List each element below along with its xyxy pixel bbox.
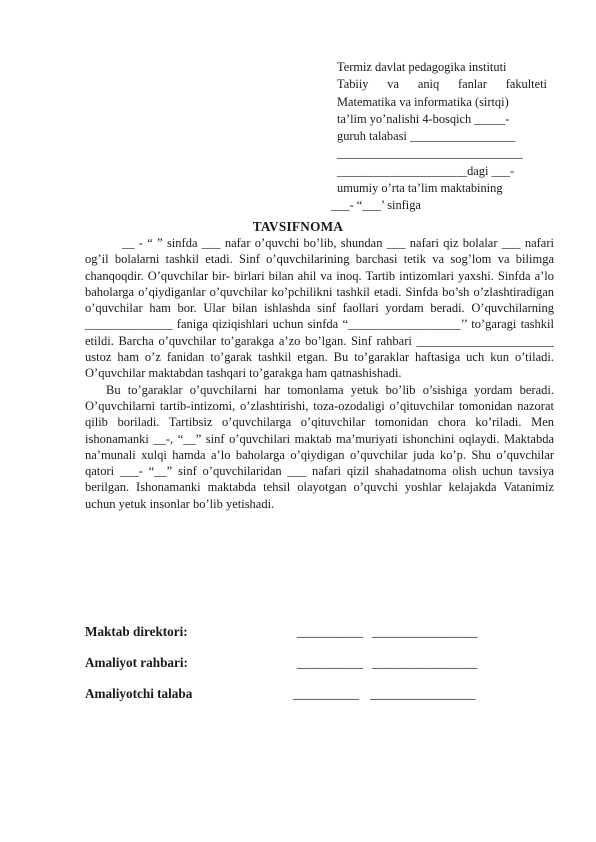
header-line: ta’lim yo’nalishi 4-bosqich _____- bbox=[337, 111, 510, 126]
signature-label: Amaliyotchi talaba bbox=[85, 686, 193, 701]
signature-label: Maktab direktori: bbox=[85, 624, 188, 639]
addressee-block bbox=[331, 59, 547, 215]
signature-line: __________ bbox=[297, 624, 363, 639]
header-line: ______________________________ bbox=[337, 146, 523, 161]
name-line: ________________ bbox=[372, 624, 478, 639]
document-body bbox=[85, 235, 554, 512]
body-paragraph: __ - “ ” sinfda ___ nafar o’quvchi bo’lib, shundan ___ nafari qiz bolalar ___ nafari og’il bolalarni tashkil etadi. Sinf o’quvchilarining barchasi tetik va sog’lom va bilimga chanqoqdir. O’quvchilar bir- birlari bilan ahil va inoq. Tartib intizomlari yaxshi. Sinfda a’lo baholarga o’qiydiganlar o’quvchilar ko’pchilikni tashkil etadi. Sinfda bo’sh o’zlashtiradigan o’quvchilar ham bor. Ular bilan ishlashda sinf faollari yordam beradi. O’quvchilarning ______________ faniga qiziqishlari uchun sinfda “__________________’’ to’garagi tashkil etildi. Barcha o’quvchilar to’garakga a’zo bo’lgan. Sinf rahbari ______________________ ustoz ham o’z fanidan to’garak tashkil etgan. Bu to’garaklar haftasiga uch kun o’tiladi. O’quvchilar maktabdan tashqari to’garakga ham qatnashishadi. bbox=[85, 236, 554, 381]
header-line: Termiz davlat pedagogika instituti bbox=[337, 60, 507, 74]
name-line: ________________ bbox=[370, 686, 476, 701]
signature-label: Amaliyot rahbari: bbox=[85, 655, 188, 670]
header-line: Tabiiy va aniq fanlar fakulteti bbox=[337, 77, 547, 92]
header-line: ___- “___’ sinfiga bbox=[331, 198, 421, 213]
header-line: _____________________dagi ___- bbox=[337, 163, 515, 178]
signature-line: __________ bbox=[297, 655, 363, 670]
signature-line: __________ bbox=[293, 686, 359, 701]
document-title: TAVSIFNOMA bbox=[252, 219, 344, 234]
header-line: Matematika va informatika (sirtqi) bbox=[337, 94, 509, 109]
header-line: umumiy o’rta ta’lim maktabining bbox=[337, 181, 503, 196]
header-line: guruh talabasi _________________ bbox=[337, 129, 516, 144]
body-paragraph: Bu to’garaklar o’quvchilarni har tomonlama yetuk bo’lib o’sishiga yordam beradi. O’quvchilarni tartib-intizomi, o’zlashtirishi, toza-ozodaligi o’qituvchilar tomonidan nazorat qilib boriladi. Tartibsiz o’quvchilarga o’qituvchilar tomonidan chora ko’riladi. Men ishonamanki __-, “__” sinf o’quvchilari maktab ma’muriyati ishonchini oqlaydi. Maktabda na’munali xulqi hamda a’lo baholarga o’qiydigan o’quvchilar juda ko’p. Shu o’quvchilar qatori ___- “__” sinf o’quvchilaridan ___ nafari qizil shahadatnoma olish uchun tavsiya berilgan. Ishonamanki maktabda tehsil olayotgan o’quvchi yoshlar kelajakda Vatanimiz uchun yetuk insonlar bo’lib yetishadi. bbox=[85, 382, 554, 511]
name-line: ________________ bbox=[372, 655, 478, 670]
